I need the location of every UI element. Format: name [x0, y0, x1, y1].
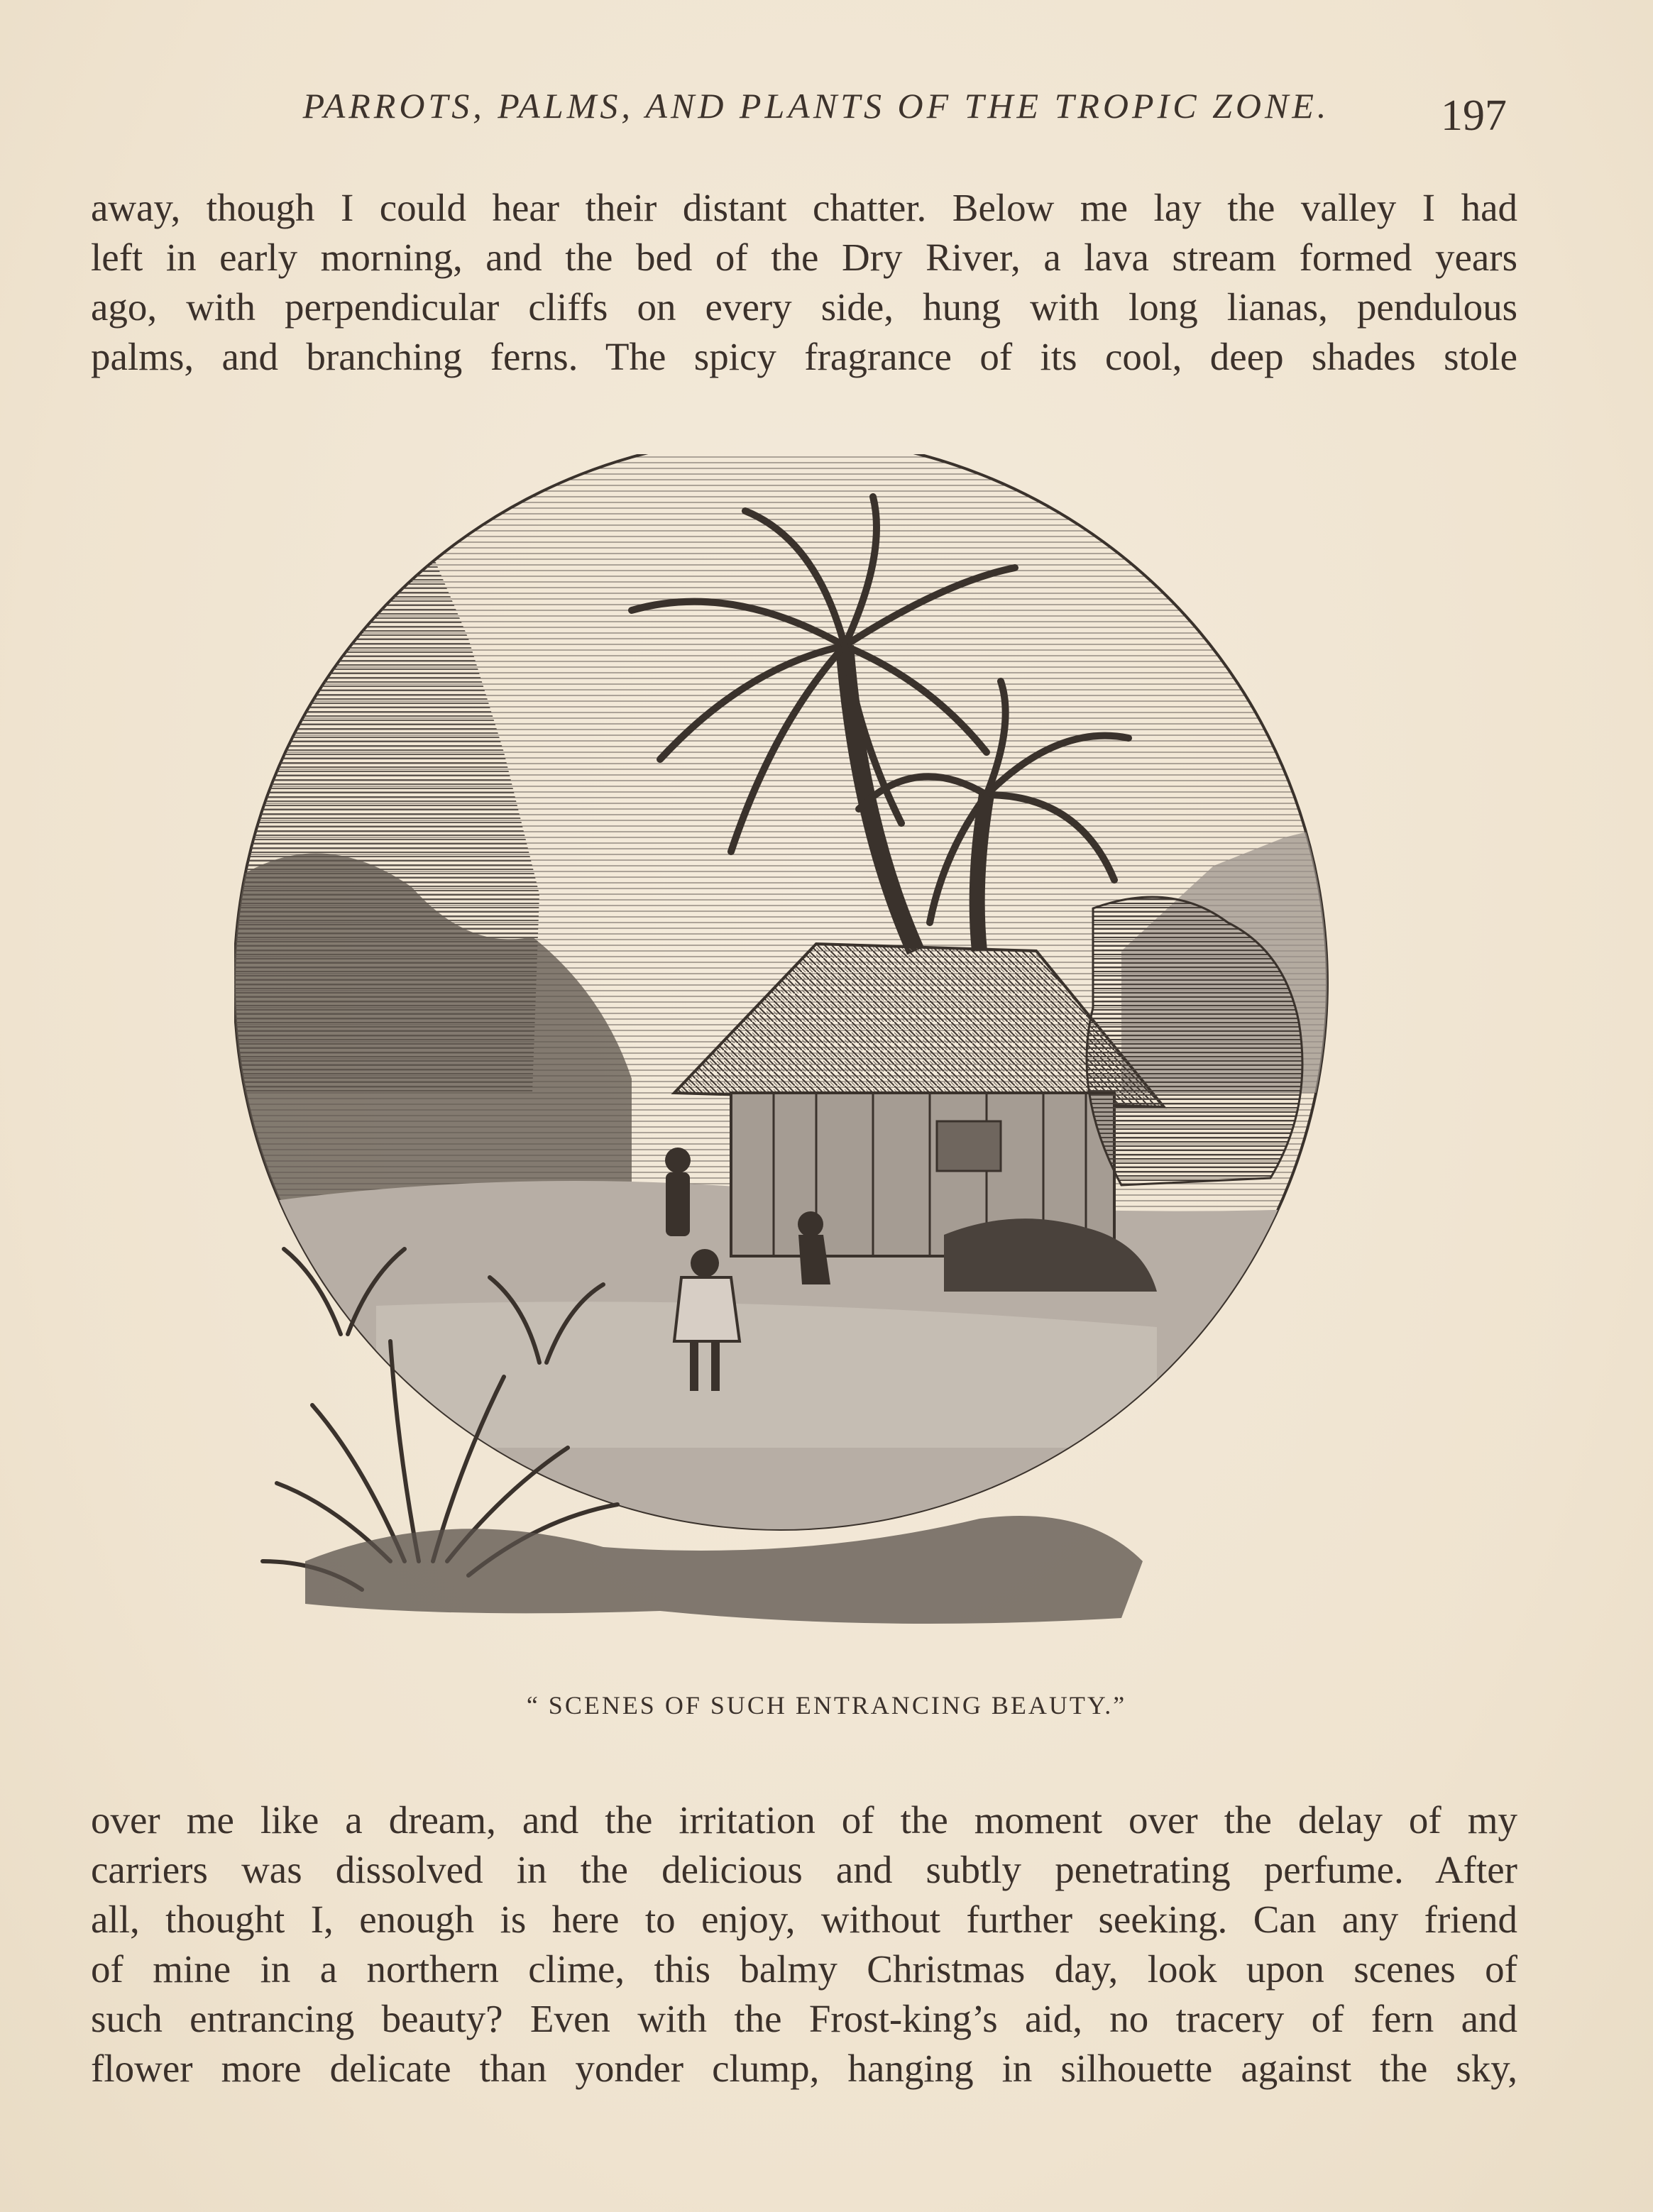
palm-trunk	[977, 795, 987, 951]
text-line: palms, and branching ferns. The spicy fragrance of its cool, deep shades stole	[91, 335, 1517, 378]
text-line: flower more delicate than yonder clump, hanging in silhouette against the sky,	[91, 2047, 1517, 2090]
text-line: such entrancing beauty? Even with the Frost-king’s aid, no tracery of fern and	[91, 1997, 1517, 2040]
figure-caption: “ SCENES OF SUCH ENTRANCING BEAUTY.”	[526, 1691, 1127, 1719]
text-line: carriers was dissolved in the delicious and subtly penetrating perfume. After	[91, 1848, 1517, 1891]
engraving-illustration	[234, 454, 1370, 1661]
text-line: ago, with perpendicular cliffs on every side, hung with long lianas, pendulous	[91, 285, 1517, 329]
grass-foreground	[305, 1516, 1143, 1624]
running-head: PARROTS, PALMS, AND PLANTS OF THE TROPIC ZONE.	[302, 86, 1330, 126]
text-line: away, though I could hear their distant chatter. Below me lay the valley I had	[91, 186, 1517, 229]
page-number: 197	[1441, 92, 1507, 140]
person-standing	[665, 1148, 691, 1236]
hut-window	[937, 1121, 1001, 1171]
text-line: all, thought I, enough is here to enjoy, without further seeking. Can any friend	[91, 1898, 1517, 1941]
body-text-top	[91, 183, 1517, 382]
text-line: left in early morning, and the bed of the Dry River, a lava stream formed years	[91, 236, 1517, 279]
body-text-bottom	[91, 1795, 1517, 2093]
text-line: over me like a dream, and the irritation of the moment over the delay of my	[91, 1798, 1517, 1842]
text-line: of mine in a northern clime, this balmy Christmas day, look upon scenes of	[91, 1947, 1517, 1991]
